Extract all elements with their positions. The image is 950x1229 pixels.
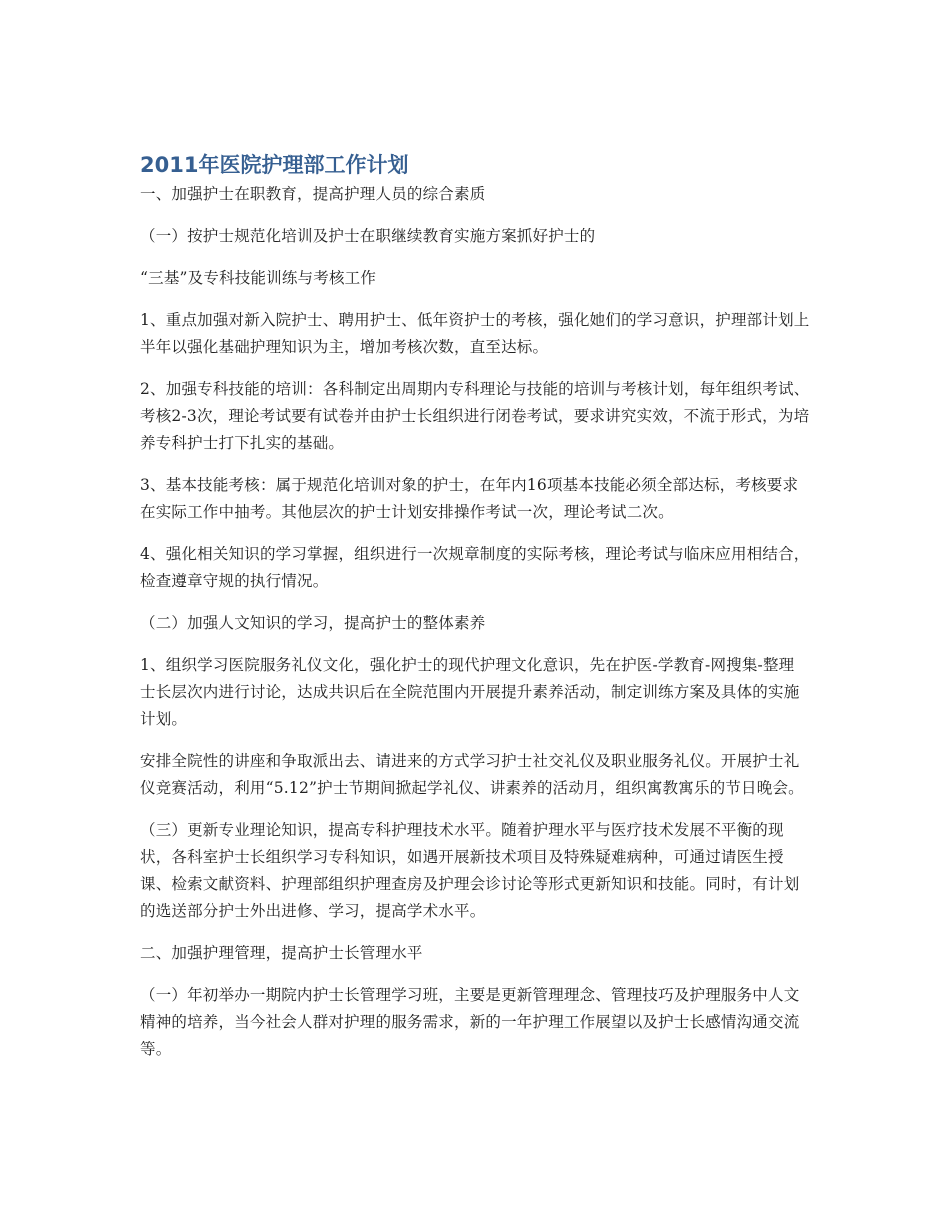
- subsection-heading-1-3: （三）更新专业理论知识，提高专科护理技术水平。随着护理水平与医疗技术发展不平衡的现状，各科室护士长组织学习专科知识，如遇开展新技术项目及特殊疑难病种，可通过请医生授课、检索文献资料、护理部组织护理查房及护理会诊讨论等形式更新知识和技能。同时，有计划的选送部分护士外出进修、学习，提高学术水平。: [140, 821, 800, 920]
- paragraph-etiquette-2: 安排全院性的讲座和争取派出去、请进来的方式学习护士社交礼仪及职业服务礼仪。开展护士礼仪竞赛活动，利用“5.12”护士节期间掀起学礼仪、讲素养的活动月，组织寓教寓乐的节日晚会。: [140, 752, 804, 797]
- section-heading-2: 二、加强护理管理，提高护士长管理水平: [140, 944, 423, 962]
- paragraph-item-2: 2、加强专科技能的培训：各科制定出周期内专科理论与技能的培训与考核计划，每年组织考试、考核2-3次，理论考试要有试卷并由护士长组织进行闭卷考试，要求讲究实效，不流于形式，为培养专科护士打下扎实的基础。: [140, 380, 810, 452]
- document-body: [140, 150, 810, 1078]
- section-heading-1: 一、加强护士在职教育，提高护理人员的综合素质: [140, 185, 486, 203]
- paragraph-etiquette-1: 1、组织学习医院服务礼仪文化，强化护士的现代护理文化意识，先在护医-学教育-网搜集-整理士长层次内进行讨论，达成共识后在全院范围内开展提升素养活动，制定训练方案及具体的实施计划。: [140, 656, 800, 728]
- paragraph-item-4: 4、强化相关知识的学习掌握，组织进行一次规章制度的实际考核，理论考试与临床应用相结合，检查遵章守规的执行情况。: [140, 545, 810, 590]
- subsection-heading-1-1: （一）按护士规范化培训及护士在职继续教育实施方案抓好护士的: [140, 227, 596, 245]
- paragraph-item-3: 3、基本技能考核：属于规范化培训对象的护士，在年内16项基本技能必须全部达标，考核要求在实际工作中抽考。其他层次的护士计划安排操作考试一次，理论考试二次。: [140, 476, 799, 521]
- subsection-heading-1-2: （二）加强人文知识的学习，提高护士的整体素养: [140, 614, 486, 632]
- subsection-heading-2-1: （一）年初举办一期院内护士长管理学习班，主要是更新管理理念、管理技巧及护理服务中人文精神的培养，当今社会人群对护理的服务需求，新的一年护理工作展望以及护士长感情沟通交流等。: [140, 986, 800, 1058]
- subsection-heading-1-1-cont: “三基”及专科技能训练与考核工作: [140, 269, 377, 287]
- document-title: 2011年医院护理部工作计划: [140, 153, 409, 177]
- paragraph-item-1: 1、重点加强对新入院护士、聘用护士、低年资护士的考核，强化她们的学习意识，护理部计划上半年以强化基础护理知识为主，增加考核次数，直至达标。: [140, 311, 810, 356]
